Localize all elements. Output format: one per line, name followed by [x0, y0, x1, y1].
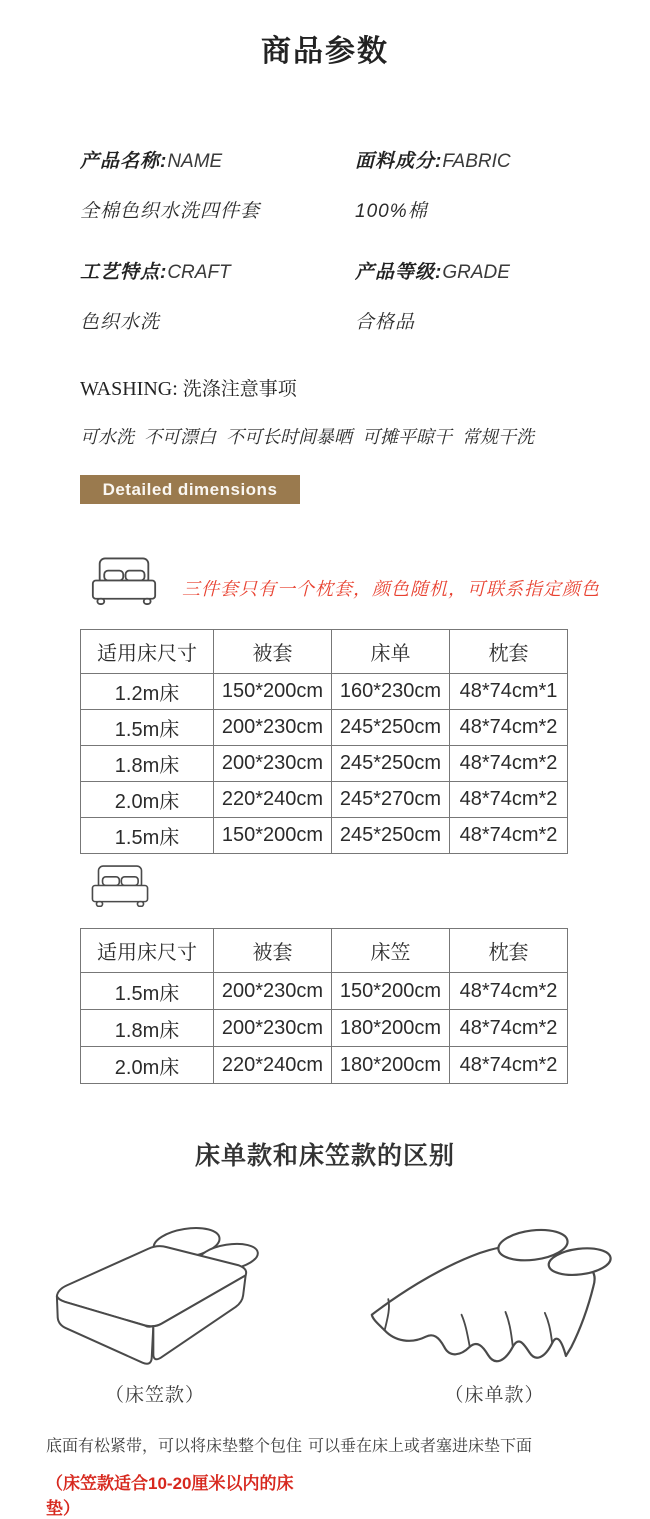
table-row: [81, 746, 568, 782]
table-row: [81, 674, 568, 710]
size-table-flat-sheet: [80, 629, 568, 854]
spec-value: 100%棉: [355, 201, 428, 222]
table-row: [81, 710, 568, 746]
flat-sheet-figure: [357, 1214, 632, 1407]
flat-sheet-description: 可以垂在床上或者塞进床垫下面: [308, 1438, 533, 1455]
table-cell: 150*200cm: [214, 818, 332, 854]
spec-label: 工艺特点:CRAFT: [80, 262, 231, 283]
washing-section: [80, 374, 650, 449]
flat-sheet-bed-illustration: [357, 1214, 632, 1366]
table-cell: 2.0m床: [81, 1047, 214, 1084]
bed-illustrations-row: [30, 1214, 632, 1407]
table-cell: 220*240cm: [214, 1047, 332, 1084]
detailed-dimensions-banner: Detailed dimensions: [80, 475, 300, 504]
table-cell: 2.0m床: [81, 782, 214, 818]
table-cell: 200*230cm: [214, 746, 332, 782]
fitted-sheet-bed-illustration: [30, 1218, 280, 1366]
flat-sheet-notes: [308, 1433, 532, 1456]
table-cell: 220*240cm: [214, 782, 332, 818]
table-row: [81, 818, 568, 854]
bed-front-icon: [82, 864, 650, 912]
table-cell: 1.5m床: [81, 818, 214, 854]
fitted-sheet-caption: （床笠款）: [104, 1385, 205, 1406]
table-cell: 48*74cm*1: [450, 674, 568, 710]
pillowcase-note: 三件套只有一个枕套，颜色随机，可联系指定颜色: [182, 579, 600, 599]
table-cell: 245*250cm: [332, 746, 450, 782]
table-cell: 48*74cm*2: [450, 746, 568, 782]
bed-front-icon: [86, 556, 162, 605]
spec-value: 色织水洗: [80, 312, 161, 333]
product-spec-grid: [80, 146, 650, 334]
spec-value: 全棉色织水洗四件套: [80, 201, 261, 222]
table-cell: 1.8m床: [81, 1010, 214, 1047]
table-cell: 200*230cm: [214, 710, 332, 746]
table-cell: 150*200cm: [214, 674, 332, 710]
difference-heading: 床单款和床笠款的区别: [194, 1142, 455, 1170]
table-cell: 1.2m床: [81, 674, 214, 710]
table-cell: 200*230cm: [214, 973, 332, 1010]
column-header: 床单: [332, 630, 450, 674]
column-header: 适用床尺寸: [81, 929, 214, 973]
table-cell: 48*74cm*2: [450, 1010, 568, 1047]
table-cell: 180*200cm: [332, 1047, 450, 1084]
spec-label: 产品名称:NAME: [80, 151, 223, 172]
column-header: 被套: [214, 630, 332, 674]
column-header: 枕套: [450, 929, 568, 973]
washing-title: WASHING: 洗涤注意事项: [80, 378, 297, 400]
table-row: [81, 1010, 568, 1047]
table-cell: 150*200cm: [332, 973, 450, 1010]
table-cell: 1.8m床: [81, 746, 214, 782]
washing-instructions: 可水洗 不可漂白 不可长时间暴晒 可摊平晾干 常规干洗: [80, 427, 535, 447]
table-cell: 200*230cm: [214, 1010, 332, 1047]
spec-label: 面料成分:FABRIC: [355, 151, 511, 172]
table-header-row: [81, 630, 568, 674]
table-cell: 245*270cm: [332, 782, 450, 818]
table-row: [81, 973, 568, 1010]
table-cell: 1.5m床: [81, 973, 214, 1010]
column-header: 枕套: [450, 630, 568, 674]
table-row: [81, 782, 568, 818]
table-cell: 48*74cm*2: [450, 818, 568, 854]
table-cell: 180*200cm: [332, 1010, 450, 1047]
fitted-sheet-description: 底面有松紧带，可以将床垫整个包住: [46, 1438, 303, 1455]
flat-sheet-caption: （床单款）: [444, 1385, 545, 1406]
table-header-row: [81, 929, 568, 973]
bed-front-icon: [82, 864, 158, 907]
table-cell: 1.5m床: [81, 710, 214, 746]
three-piece-note-row: [86, 556, 650, 605]
table-cell: 48*74cm*2: [450, 782, 568, 818]
fitted-sheet-notes: [46, 1433, 308, 1519]
table-cell: 245*250cm: [332, 818, 450, 854]
table-row: [81, 1047, 568, 1084]
bottom-notes: [46, 1433, 650, 1519]
spec-fabric: [355, 146, 650, 223]
spec-label: 产品等级:GRADE: [355, 262, 510, 283]
spec-craft: [80, 257, 355, 334]
page-title: 商品参数: [261, 35, 389, 68]
size-table-fitted-sheet: [80, 928, 568, 1084]
table-cell: 160*230cm: [332, 674, 450, 710]
spec-value: 合格品: [355, 312, 416, 333]
column-header: 适用床尺寸: [81, 630, 214, 674]
spec-name: [80, 146, 355, 223]
column-header: 床笠: [332, 929, 450, 973]
column-header: 被套: [214, 929, 332, 973]
table-cell: 48*74cm*2: [450, 1047, 568, 1084]
fitted-sheet-warning: （床笠款适合10-20厘米以内的床垫）: [46, 1474, 294, 1518]
table-cell: 48*74cm*2: [450, 973, 568, 1010]
table-cell: 245*250cm: [332, 710, 450, 746]
table-cell: 48*74cm*2: [450, 710, 568, 746]
fitted-sheet-figure: [30, 1218, 280, 1407]
spec-grade: [355, 257, 650, 334]
